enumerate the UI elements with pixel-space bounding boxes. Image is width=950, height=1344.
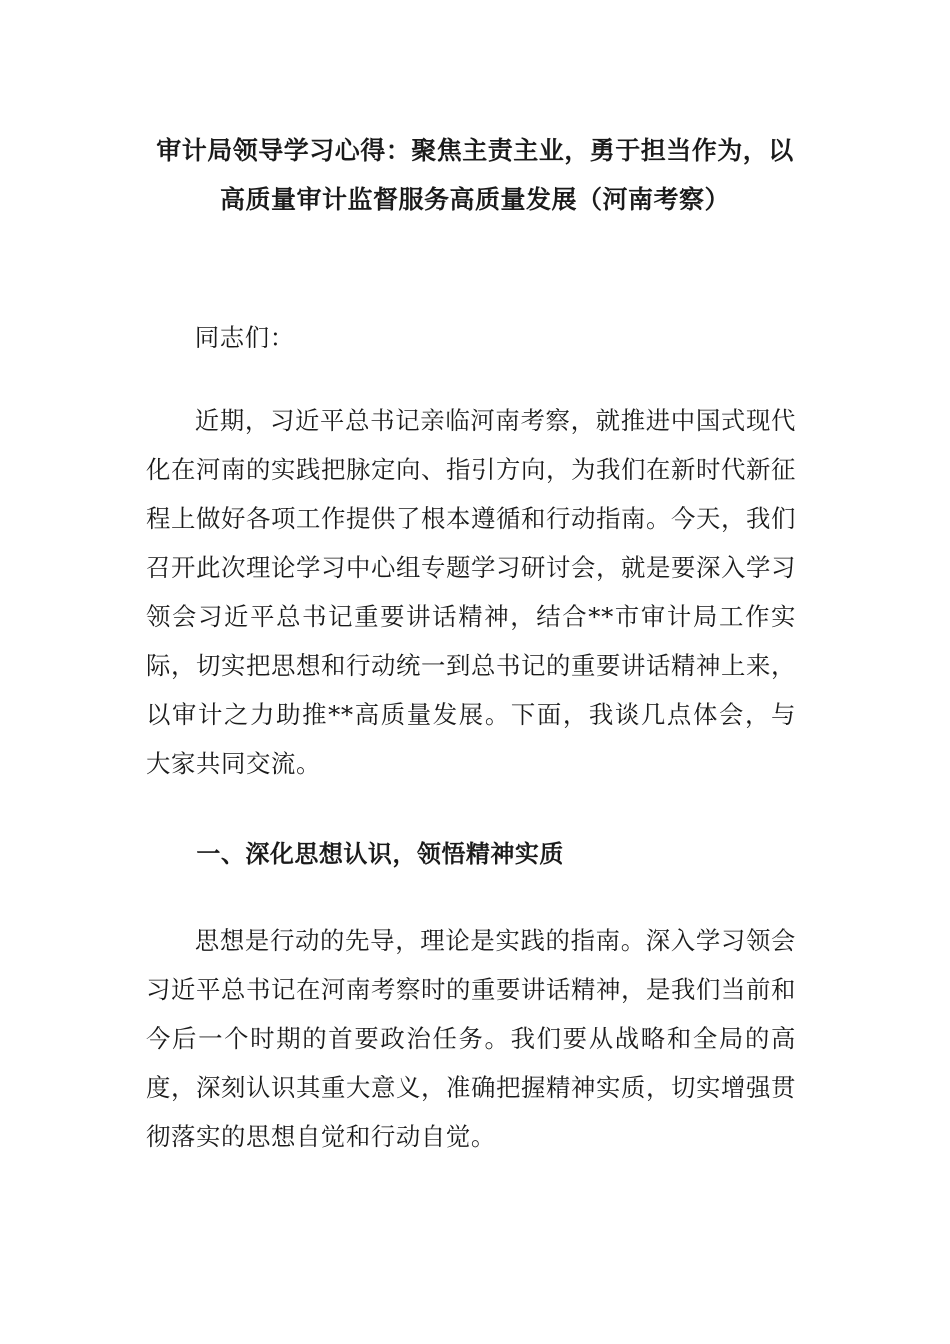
title-line-1: 审计局领导学习心得：聚焦主责主业，勇于担当作为，以 bbox=[156, 136, 794, 165]
body-paragraph-1: 近期，习近平总书记亲临河南考察，就推进中国式现代化在河南的实践把脉定向、指引方向，为我们在新时代新征程上做好各项工作提供了根本遵循和行动指南。今天，我们召开此次理论学习中心组专题学习研讨会，就是要深入学习领会习近平总书记重要讲话精神，结合**市审计局工作实际，切实把思想和行动统一到总书记的重要讲话精神上来，以审计之力助推**高质量发展。下面，我谈几点体会，与大家共同交流。 bbox=[146, 406, 796, 778]
body-paragraph-2: 思想是行动的先导，理论是实践的指南。深入学习领会习近平总书记在河南考察时的重要讲话精神，是我们当前和今后一个时期的首要政治任务。我们要从战略和全局的高度，深刻认识其重大意义，准确把握精神实质，切实增强贯彻落实的思想自觉和行动自觉。 bbox=[146, 926, 796, 1151]
section-heading-1: 一、深化思想认识，领悟精神实质 bbox=[196, 840, 564, 868]
title-line-2: 高质量审计监督服务高质量发展（河南考察） bbox=[219, 185, 730, 214]
salutation: 同志们： bbox=[194, 323, 295, 352]
document-title bbox=[130, 126, 820, 224]
